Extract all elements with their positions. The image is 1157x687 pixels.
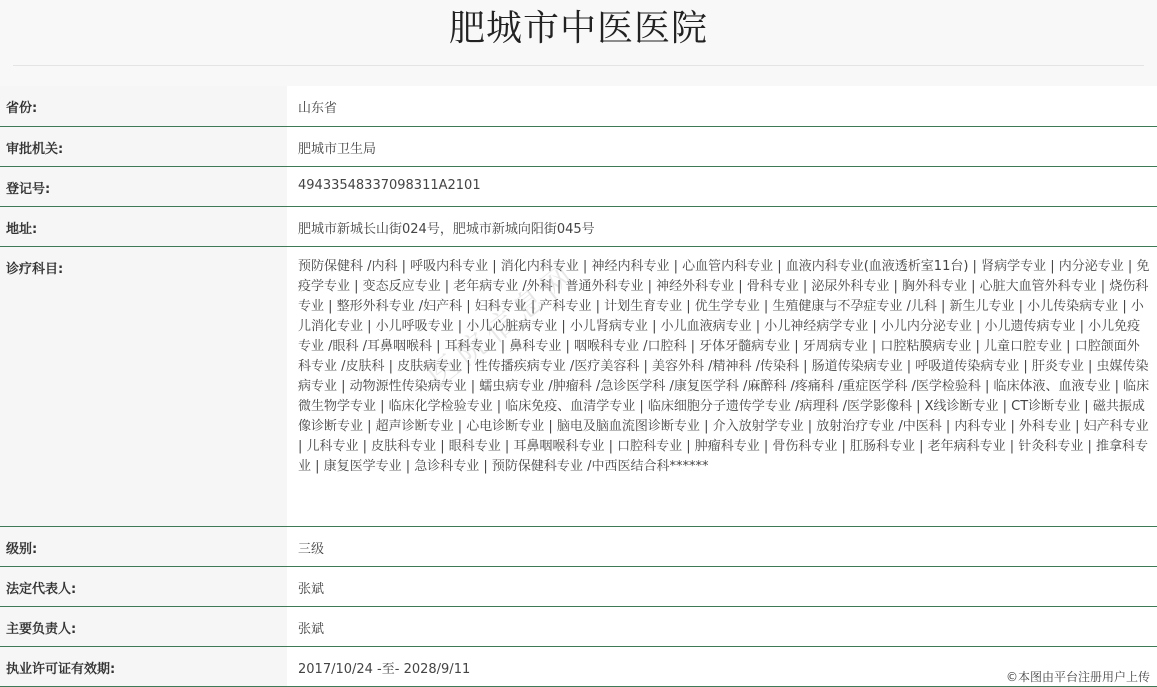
field-value: 肥城市新城长山街024号，肥城市新城向阳街045号 [287,206,1157,246]
field-value: 山东省 [287,86,1157,126]
field-label: 法定代表人: [0,566,287,606]
field-value: 49433548337098311A2101 [287,166,1157,206]
field-value: 2017/10/24 -至- 2028/9/11 [287,646,1157,686]
hospital-info-table [0,86,1157,687]
table-row-principal [0,606,1157,646]
page-title: 肥城市中医医院 [448,8,708,49]
upload-credit: ©本图由平台注册用户上传 [1003,667,1153,686]
table-row-approval-authority [0,126,1157,166]
table-row-legal-representative [0,566,1157,606]
field-value: 肥城市卫生局 [287,126,1157,166]
field-value: 张斌 [287,566,1157,606]
field-value: 张斌 [287,606,1157,646]
table-row-departments [0,246,1157,526]
table-row-grade [0,526,1157,566]
table-row-address [0,206,1157,246]
title-divider [13,65,1144,66]
field-label: 审批机关: [0,126,287,166]
field-label: 主要负责人: [0,606,287,646]
table-row-license-validity [0,646,1157,686]
field-label: 诊疗科目: [0,246,287,526]
table-row-registration-number [0,166,1157,206]
field-label: 地址: [0,206,287,246]
field-value: 预防保健科 /内科 | 呼吸内科专业 | 消化内科专业 | 神经内科专业 | 心血管内科专业 | 血液内科专业(血液透析室11台) | 肾病学专业 | 内分泌专业 | 免疫学专业 | 变态反应专业 | 老年病专业 /外科 | 普通外科专业 | 神经外科专业 | 骨科专业 | 泌尿外科专业 | 胸外科专业 | 心脏大血管外科专业 | 烧伤科专业 | 整形外科专业 /妇产科 | 妇科专业 | 产科专业 | 计划生育专业 | 优生学专业 | 生殖健康与不孕症专业 /儿科 | 新生儿专业 | 小儿传染病专业 | 小儿消化专业 | 小儿呼吸专业 | 小儿心脏病专业 | 小儿肾病专业 | 小儿血液病专业 | 小儿神经病学专业 | 小儿内分泌专业 | 小儿遗传病专业 | 小儿免疫专业 /眼科 /耳鼻咽喉科 | 耳科专业 | 鼻科专业 | 咽喉科专业 /口腔科 | 牙体牙髓病专业 | 牙周病专业 | 口腔粘膜病专业 | 儿童口腔专业 | 口腔颌面外科专业 /皮肤科 | 皮肤病专业 | 性传播疾病专业 /医疗美容科 | 美容外科 /精神科 /传染科 | 肠道传染病专业 | 呼吸道传染病专业 | 肝炎专业 | 虫媒传染病专业 | 动物源性传染病专业 | 蠕虫病专业 /肿瘤科 /急诊医学科 /康复医学科 /麻醉科 /疼痛科 /重症医学科 /医学检验科 | 临床体液、血液专业 | 临床微生物学专业 | 临床化学检验专业 | 临床免疫、血清学专业 | 临床细胞分子遗传学专业 /病理科 /医学影像科 | X线诊断专业 | CT诊断专业 | 磁共振成像诊断专业 | 超声诊断专业 | 心电诊断专业 | 脑电及脑血流图诊断专业 | 介入放射学专业 | 放射治疗专业 /中医科 | 内科专业 | 外科专业 | 妇产科专业 | 儿科专业 | 皮肤科专业 | 眼科专业 | 耳鼻咽喉科专业 | 口腔科专业 | 肿瘤科专业 | 骨伤科专业 | 肛肠科专业 | 老年病科专业 | 针灸科专业 | 推拿科专业 | 康复医学专业 | 急诊科专业 | 预防保健科专业 /中西医结合科****** [287,246,1157,526]
field-label: 级别: [0,526,287,566]
field-label: 登记号: [0,166,287,206]
table-row-province [0,86,1157,126]
field-label: 省份: [0,86,287,126]
field-value: 三级 [287,526,1157,566]
field-label: 执业许可证有效期: [0,646,287,686]
